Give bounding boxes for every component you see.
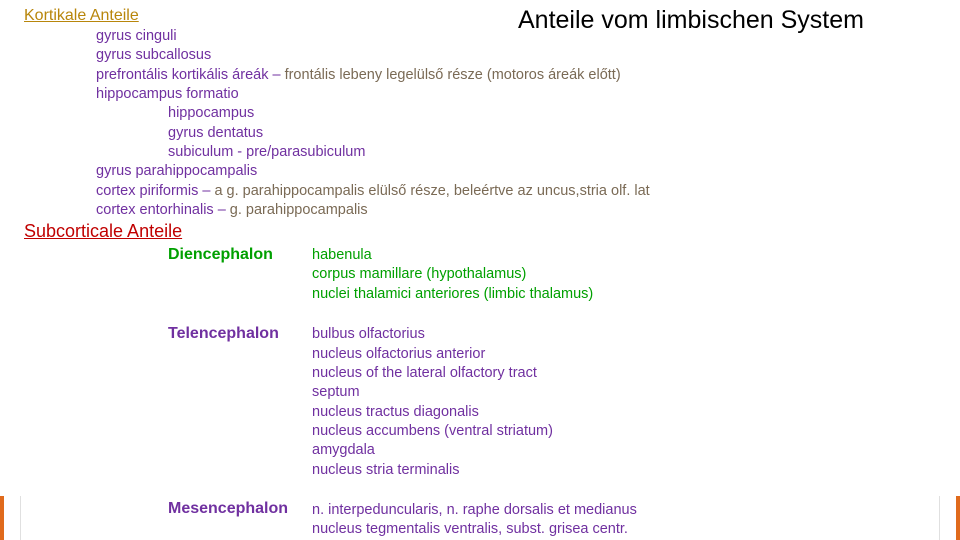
diencephalon-item: habenula: [312, 247, 372, 263]
cortical-line: [96, 66, 621, 85]
cortical-line-text: gyrus subcallosus: [96, 47, 212, 63]
cortical-line-note: g. parahippocampalis: [229, 202, 368, 218]
cortical-line: [96, 27, 177, 46]
cortical-line-text: hippocampus formatio: [96, 86, 239, 102]
cortical-subline: [168, 143, 365, 162]
cortical-line-text: hippocampus: [168, 105, 255, 121]
right-accent-bar: [939, 496, 960, 540]
diencephalon-item: corpus mamillare (hypothalamus): [312, 266, 527, 282]
diencephalon-item: nuclei thalamici anteriores (limbic thalamus): [312, 286, 594, 302]
telencephalon-item: nucleus tractus diagonalis: [312, 404, 479, 420]
group-mesencephalon: Mesencephalon: [168, 500, 289, 517]
mesencephalon-item: nucleus tegmentalis ventralis, subst. grisea centr.: [312, 521, 628, 537]
cortical-line-text: gyrus dentatus: [168, 125, 264, 141]
cortical-line: [96, 182, 650, 201]
cortical-line: [96, 85, 239, 104]
cortical-heading: Kortikale Anteile: [24, 7, 139, 24]
cortical-line-text: gyrus parahippocampalis: [96, 163, 258, 179]
cortical-line-note: a g. parahippocampalis elülső része, beleértve az uncus,stria olf. lat: [214, 183, 650, 199]
telencephalon-item: amygdala: [312, 442, 375, 458]
telencephalon-item: nucleus stria terminalis: [312, 462, 460, 478]
cortical-line: [96, 162, 257, 181]
group-diencephalon: Diencephalon: [168, 246, 273, 263]
telencephalon-item: nucleus of the lateral olfactory tract: [312, 365, 537, 381]
telencephalon-item: nucleus olfactorius anterior: [312, 346, 486, 362]
cortical-line-text: cortex entorhinalis –: [96, 202, 230, 218]
cortical-line: [96, 46, 211, 65]
subcortical-heading: Subcorticale Anteile: [24, 221, 183, 241]
slide-title: Anteile vom limbischen System: [518, 6, 864, 34]
cortical-line-text: cortex piriformis –: [96, 183, 215, 199]
mesencephalon-item: n. interpeduncularis, n. raphe dorsalis et medianus: [312, 502, 637, 518]
cortical-subline: [168, 124, 263, 143]
cortical-subline: [168, 104, 254, 123]
group-telencephalon: Telencephalon: [168, 325, 279, 342]
cortical-line-text: subiculum - pre/parasubiculum: [168, 144, 366, 160]
cortical-line-text: gyrus cinguli: [96, 28, 177, 44]
cortical-line-text: prefrontális kortikális áreák –: [96, 67, 285, 83]
cortical-line-note: frontális lebeny legelülső része (motoros áreák előtt): [284, 67, 621, 83]
cortical-line: [96, 201, 368, 220]
telencephalon-item: septum: [312, 384, 360, 400]
telencephalon-item: bulbus olfactorius: [312, 326, 425, 342]
left-accent-bar: [0, 496, 21, 540]
telencephalon-item: nucleus accumbens (ventral striatum): [312, 423, 553, 439]
